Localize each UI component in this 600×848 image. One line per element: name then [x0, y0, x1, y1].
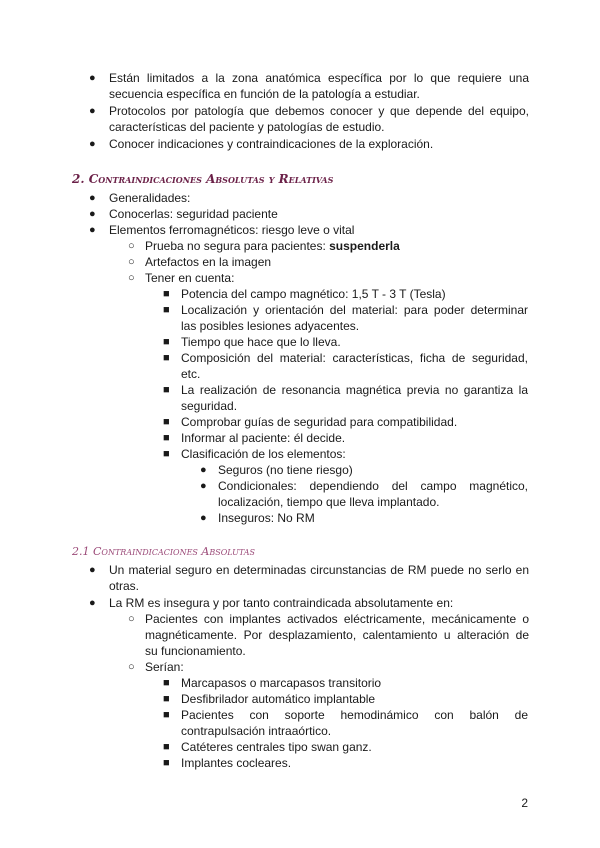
bullet-disc-icon: ● — [89, 597, 96, 609]
s2-item-conocerlas: Conocerlas: seguridad paciente — [109, 207, 278, 221]
s21-l3-soporte-line-1: Pacientes con soporte hemodinámico con balón de — [181, 708, 528, 722]
s21-sub-pacientes-line-1: Pacientes con implantes activados eléctricamente, mecánicamente o — [145, 612, 529, 626]
bullet-disc-icon: ● — [200, 512, 207, 524]
bullet-square-icon: ■ — [163, 709, 170, 721]
bullet-disc-icon: ● — [200, 480, 207, 492]
s2-l4-seguros: Seguros (no tiene riesgo) — [218, 463, 353, 477]
bullet-circle-icon: ○ — [128, 661, 135, 673]
intro-item-2-line-1: Protocolos por patología que debemos conocer y que depende del equipo, — [109, 104, 529, 118]
s21-l3-cateteres: Catéteres centrales tipo swan ganz. — [181, 740, 372, 754]
s2-sub-prueba-bold: suspenderla — [329, 239, 400, 253]
section-2-heading: 2. Contraindicaciones Absolutas y Relativas — [72, 172, 334, 186]
bullet-disc-icon: ● — [89, 138, 96, 150]
bullet-circle-icon: ○ — [128, 240, 135, 252]
bullet-disc-icon: ● — [89, 208, 96, 220]
s2-l3-clasificacion: Clasificación de los elementos: — [181, 447, 346, 461]
s2-l3-potencia: Potencia del campo magnético: 1,5 T - 3 T (Tesla) — [181, 287, 446, 301]
bullet-square-icon: ■ — [163, 304, 170, 316]
s2-l3-localizacion-line-1: Localización y orientación del material: para poder determinar — [181, 303, 528, 317]
bullet-square-icon: ■ — [163, 416, 170, 428]
s21-l3-marcapasos: Marcapasos o marcapasos transitorio — [181, 676, 382, 690]
bullet-circle-icon: ○ — [128, 613, 135, 625]
s2-sub-prueba — [145, 238, 400, 254]
bullet-circle-icon: ○ — [128, 256, 135, 268]
bullet-circle-icon: ○ — [128, 272, 135, 284]
intro-item-2-line-2: características del paciente y patologías de estudio. — [109, 120, 385, 134]
s21-l3-soporte-line-2: contrapulsación intraaórtico. — [181, 724, 332, 738]
bullet-square-icon: ■ — [163, 352, 170, 364]
bullet-square-icon: ■ — [163, 448, 170, 460]
intro-item-1-line-2: secuencia específica en función de la patología a estudiar. — [109, 87, 420, 101]
s21-l3-desfibrilador: Desfibrilador automático implantable — [181, 692, 376, 706]
bullet-square-icon: ■ — [163, 384, 170, 396]
s2-l3-realizacion-line-1: La realización de resonancia magnética previa no garantiza la — [181, 383, 528, 397]
s2-l4-inseguros: Inseguros: No RM — [218, 511, 315, 525]
intro-item-1-line-1: Están limitados a la zona anatómica específica por lo que requiere una — [109, 71, 529, 85]
bullet-square-icon: ■ — [163, 757, 170, 769]
s21-sub-pacientes-line-3: su funcionamiento. — [145, 644, 246, 658]
bullet-disc-icon: ● — [89, 224, 96, 236]
s2-sub-artefactos: Artefactos en la imagen — [145, 255, 272, 269]
s21-item-material-line-2: otras. — [109, 579, 140, 593]
bullet-square-icon: ■ — [163, 677, 170, 689]
s2-l3-tiempo: Tiempo que hace que lo lleva. — [181, 335, 341, 349]
s2-l4-condicionales-line-1: Condicionales: dependiendo del campo magnético, — [218, 479, 528, 493]
bullet-square-icon: ■ — [163, 741, 170, 753]
s2-item-ferromagneticos: Elementos ferromagnéticos: riesgo leve o vital — [109, 223, 355, 237]
s21-l3-implantes: Implantes cocleares. — [181, 756, 292, 770]
bullet-disc-icon: ● — [89, 72, 96, 84]
s2-sub-tener: Tener en cuenta: — [145, 271, 235, 285]
s21-sub-pacientes-line-2: magnéticamente. Por desplazamiento, calentamiento u alteración de — [145, 628, 529, 642]
bullet-disc-icon: ● — [89, 192, 96, 204]
s21-sub-serian: Serían: — [145, 660, 184, 674]
s2-l3-comprobar: Comprobar guías de seguridad para compatibilidad. — [181, 415, 458, 429]
bullet-square-icon: ■ — [163, 288, 170, 300]
s2-l3-realizacion-line-2: seguridad. — [181, 399, 238, 413]
s2-l3-composicion-line-2: etc. — [181, 367, 201, 381]
s2-l3-informar: Informar al paciente: él decide. — [181, 431, 346, 445]
s21-item-material-line-1: Un material seguro en determinadas circunstancias de RM puede no serlo en — [109, 563, 529, 577]
s2-l4-condicionales-line-2: localización, tiempo que lleva implantado. — [218, 495, 440, 509]
bullet-square-icon: ■ — [163, 432, 170, 444]
s2-sub-prueba-text: Prueba no segura para pacientes: — [145, 239, 330, 253]
s2-l3-localizacion-line-2: las posibles lesiones adyacentes. — [181, 319, 360, 333]
bullet-disc-icon: ● — [89, 105, 96, 117]
s21-item-rm-insegura: La RM es insegura y por tanto contraindicada absolutamente en: — [109, 596, 454, 610]
bullet-disc-icon: ● — [89, 564, 96, 576]
intro-item-3: Conocer indicaciones y contraindicaciones de la exploración. — [109, 137, 434, 151]
bullet-square-icon: ■ — [163, 336, 170, 348]
s2-item-generalidades: Generalidades: — [109, 191, 191, 205]
section-2-1-heading: 2.1 Contraindicaciones Absolutas — [72, 545, 256, 558]
bullet-disc-icon: ● — [200, 464, 207, 476]
bullet-square-icon: ■ — [163, 693, 170, 705]
page-number: 2 — [521, 796, 528, 810]
s2-l3-composicion-line-1: Composición del material: características, ficha de seguridad, — [181, 351, 528, 365]
